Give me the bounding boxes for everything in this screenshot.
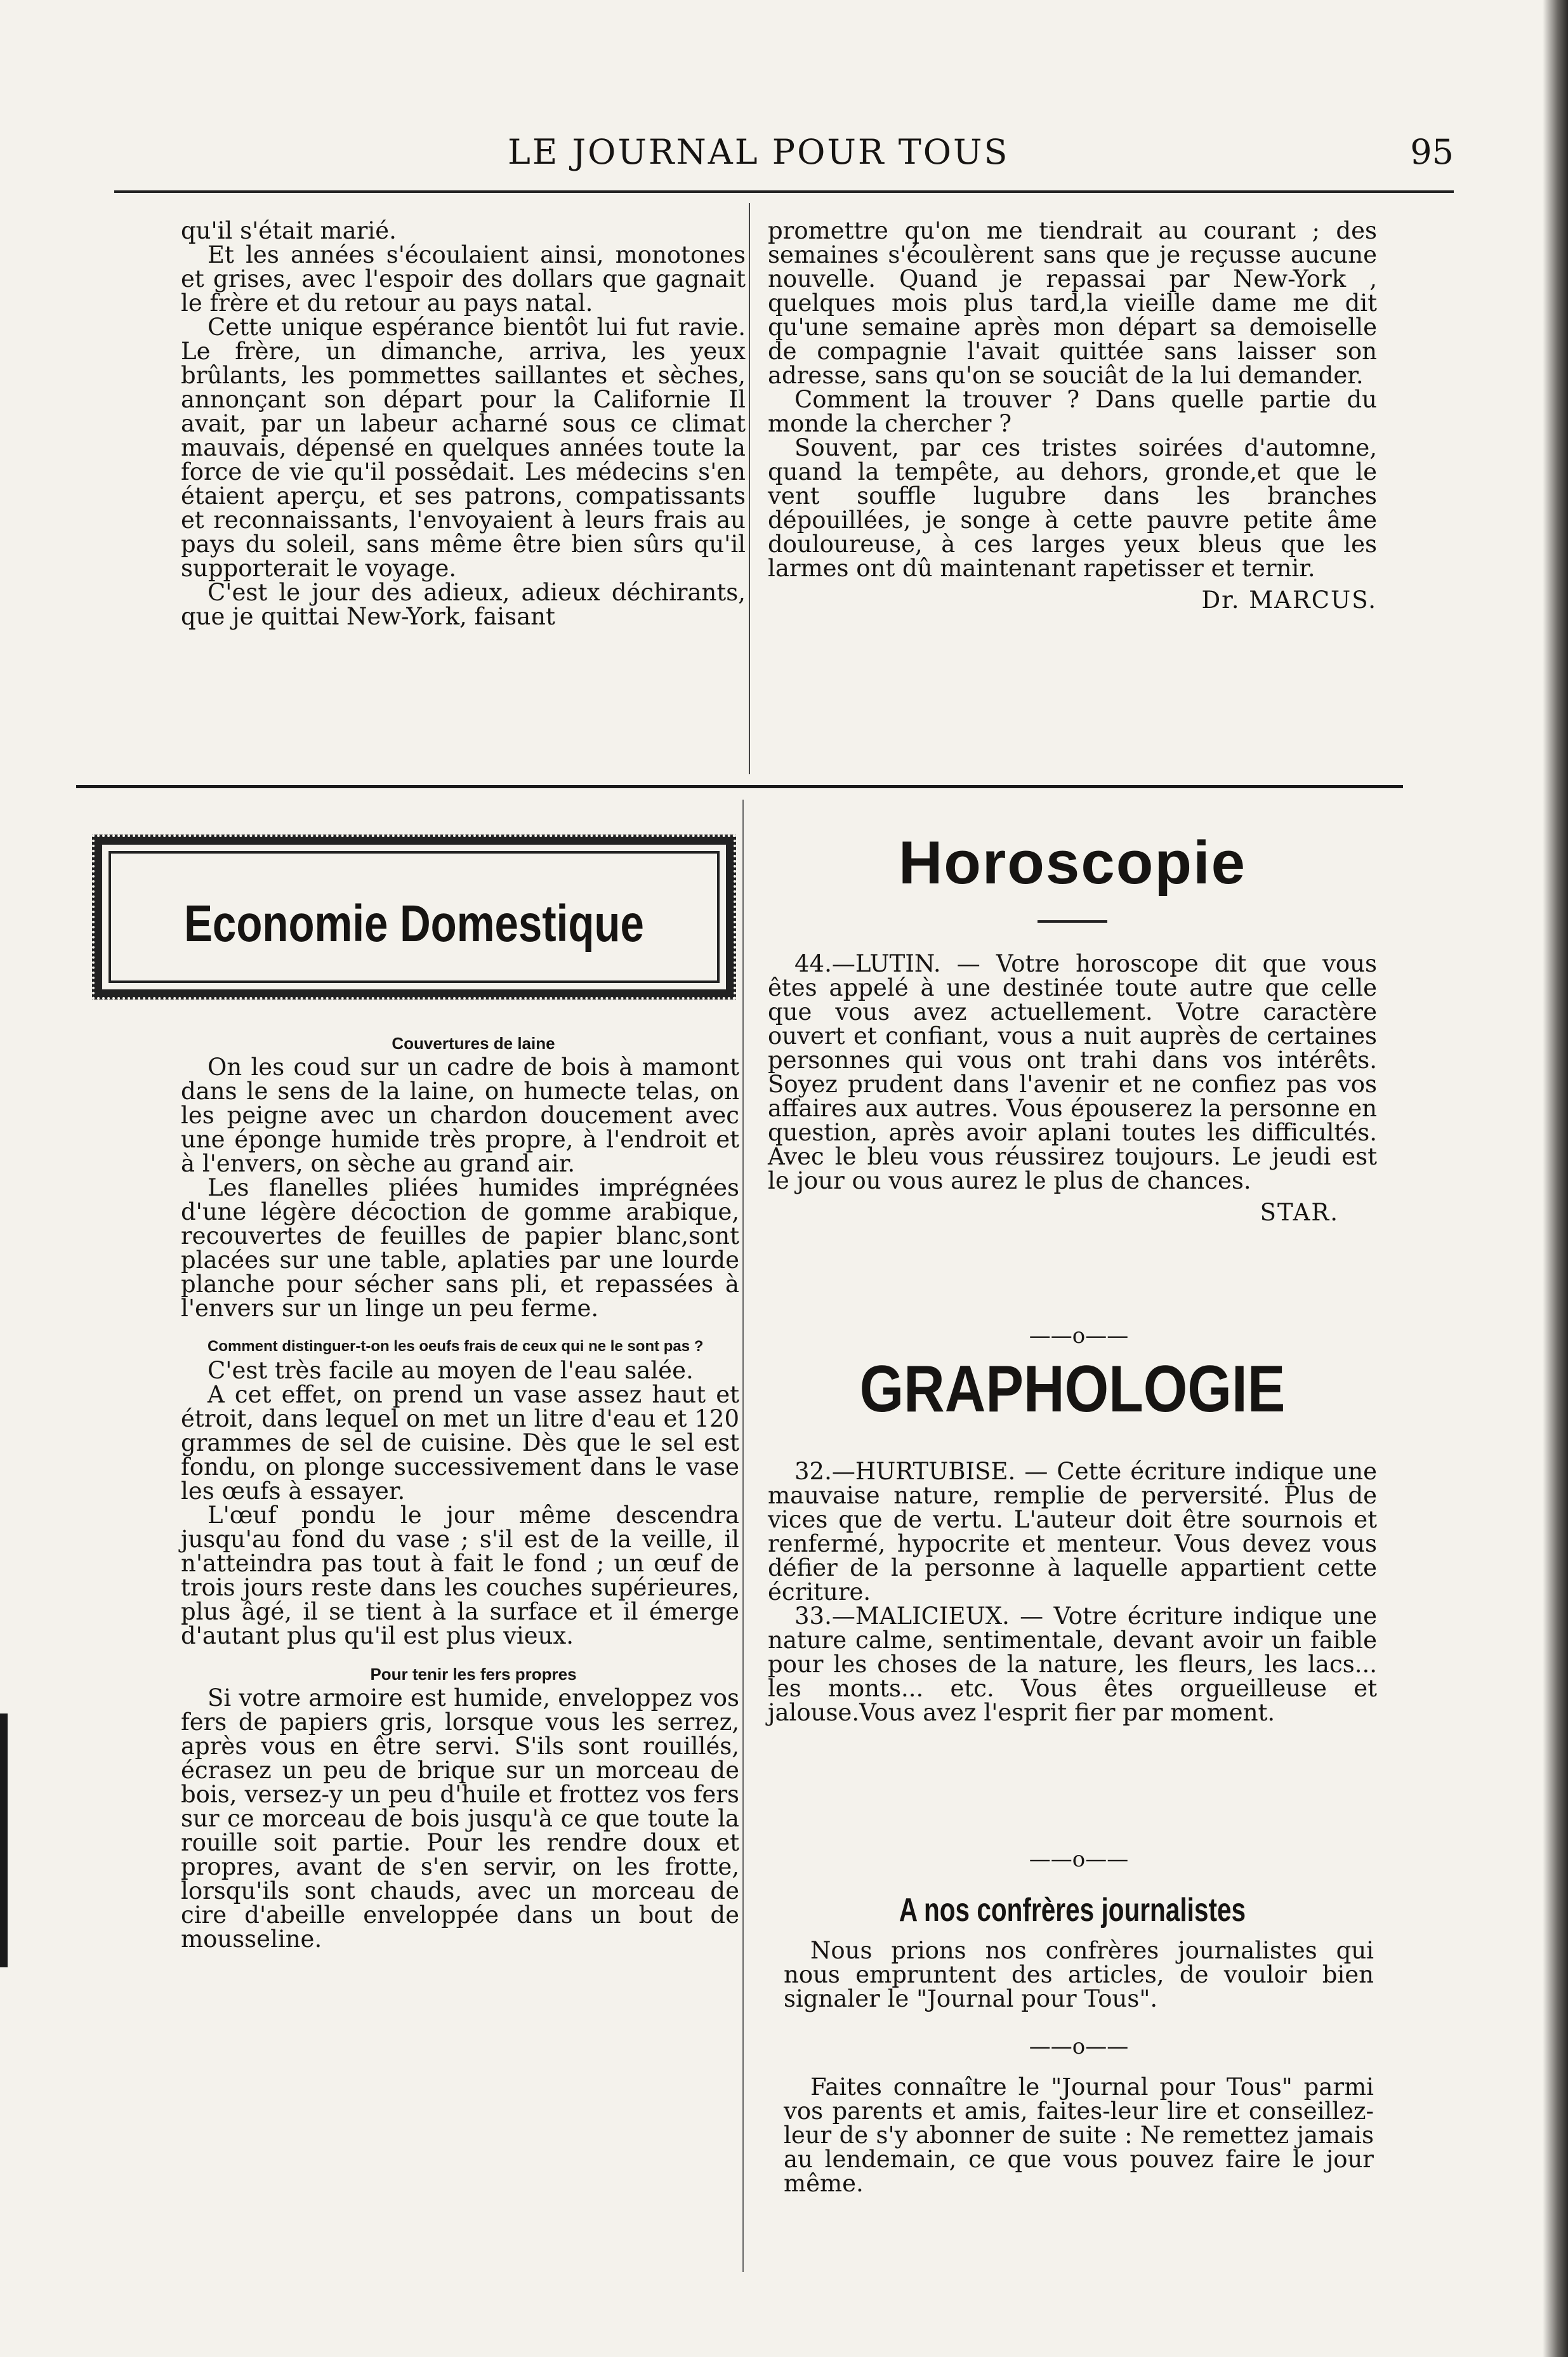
economie-paragraph: A cet effet, on prend un vase assez haut et étroit, dans lequel on met un litre d'eau et 120 grammes de sel de cuisine. Dès que le sel est fondu, on plonge successivement dans le vase les œufs à essayer. [181,1381,739,1505]
confreres-column [784,1939,1374,2011]
story-continuation-right [768,219,1377,612]
horoscopie-column [768,952,1377,1225]
story-paragraph: Souvent, par ces tristes soirées d'automne, quand la tempête, au dehors, gronde,et que le vent souffle lugubre dans les branches dépouillées, je songe à cette pauvre petite âme douloureuse, à ces larges yeux bleus que les larmes ont dû maintenant rapetisser et ternir. [768,434,1377,582]
section-rule [76,785,1403,788]
page-number: 95 [1410,132,1454,172]
horoscopie-title: Horoscopie [898,829,1247,897]
story-paragraph: qu'il s'était marié. [181,217,397,244]
economie-paragraph: Les flanelles pliées humides imprégnées d'une légère décoction de gomme arabique, recouvertes de feuilles de papier blanc,sont placées sur une table, aplaties par une lourde planche pour sécher sans pli, et repassées à l'envers sur un linge un peu ferme. [181,1174,739,1322]
economie-paragraph: L'œuf pondu le jour même descendra jusqu'au fond du vase ; s'il est de la veille, il n'atteindra pas tout à fait le fond ; un œuf de trois jours reste dans les couches supérieures, plus âgé, il se tient à la surface et il émerge d'autant plus qu'il est plus vieux. [181,1502,739,1649]
graphologie-column [768,1460,1377,1725]
separator: ——o—— [1029,1323,1129,1349]
running-title: LE JOURNAL POUR TOUS [508,132,1010,172]
horoscopie-rule [1038,920,1107,923]
horoscopie-signature: STAR. [1260,1199,1339,1226]
economie-paragraph: Si votre armoire est humide, enveloppez vos fers de papiers gris, lorsque vous les serrez, après vous en être servi. S'ils sont rouillés, écrasez un peu de brique sur un morceau de bois, versez-y un peu d'huile et frottez vos fers sur ce morceau de bois jusqu'à ce que toute la rouille soit partie. Pour les rendre doux et propres, avant de s'en servir, on les frotte, lorsqu'ils sont chauds, avec un morceau de cire d'abeille enveloppée dans un bout de mousseline. [181,1684,739,1953]
story-paragraph: Cette unique espérance bientôt lui fut ravie. Le frère, un dimanche, arriva, les yeux brûlants, les pommettes saillantes et sèches, annonçant son départ pour la Californie Il avait, par un labeur acharné sous ce climat mauvais, dépensé en quelques années toute la force de vie qu'il possédait. Les médecins s'en étaient aperçu, et ses patrons, compatissants et reconnaissants, l'envoyaient à leurs frais au pays du soleil, sans même être bien sûrs qu'il supporterait le voyage. [181,314,746,582]
separator: ——o—— [1029,1847,1129,1872]
economie-title-box [92,835,736,1000]
economie-subheading: Couvertures de laine [392,1034,555,1053]
story-continuation-left [181,219,746,629]
column-divider-top [749,203,750,774]
story-paragraph: Et les années s'écoulaient ainsi, monotones et grises, avec l'espoir des dollars que gagnait le frère et du retour au pays natal. [181,241,746,317]
page-header [114,121,1454,190]
promo-paragraph: Faites connaître le "Journal pour Tous" parmi vos parents et amis, faites-leur lire et conseillez-leur de s'y abonner de suite : Ne remettez jamais au lendemain, ce que vous pouvez faire le jour même. [784,2073,1374,2197]
scan-edge [1543,0,1568,2357]
story-signature: Dr. MARCUS. [1201,586,1377,614]
economie-paragraph: C'est très facile au moyen de l'eau salée. [208,1357,694,1384]
economie-column [181,1031,739,1951]
economie-subheading: Pour tenir les fers propres [370,1665,577,1684]
economie-title: Economie Domestique [184,895,644,953]
graphologie-paragraph: 32.—HURTUBISE. — Cette écriture indique une mauvaise nature, remplie de perversité. Plus de vices que de vertu. L'auteur doit être sournois et renfermé, hypocrite et menteur. Vous devez vous défier de la personne à laquelle appartient cette écriture. [768,1458,1377,1606]
separator: ——o—— [1029,2034,1129,2059]
confreres-paragraph: Nous prions nos confrères journalistes qui nous empruntent des articles, de vouloir bien signaler le "Journal pour Tous". [784,1937,1374,2012]
confreres-title: A nos confrères journalistes [899,1892,1246,1929]
promo-column [784,2075,1374,2196]
story-paragraph: C'est le jour des adieux, adieux déchirants, que je quittai New-York, faisant [181,579,746,630]
header-rule [114,190,1454,193]
graphologie-paragraph: 33.—MALICIEUX. — Votre écriture indique une nature calme, sentimentale, devant avoir un faible pour les choses de la nature, les fleurs, les lacs... les monts... etc. Vous êtes orgueilleuse et jalouse.Vous avez l'esprit fier par moment. [768,1602,1377,1726]
economie-subheading: Comment distinguer-t-on les oeufs frais de ceux qui ne le sont pas ? [208,1338,704,1355]
scan-edge [0,1713,8,1967]
horoscopie-paragraph: 44.—LUTIN. — Votre horoscope dit que vous êtes appelé à une destinée toute autre que celle que vous avez actuellement. Votre caractère ouvert et confiant, vous a nuit auprès de certaines personnes qui vous ont trahi dans vos intérêts. Soyez prudent dans l'avenir et ne confiez pas vos affaires aux autres. Vous épouserez la personne en question, après avoir aplani toutes les difficultés. Avec le bleu vous réussirez toujours. Le jeudi est le jour ou vous aurez le plus de chances. [768,950,1377,1194]
economie-paragraph: On les coud sur un cadre de bois à mamont dans le sens de la laine, on humecte telas, on les peigne avec un chardon doucement avec une éponge humide très propre, à l'endroit et à l'envers, on sèche au grand air. [181,1053,739,1177]
story-paragraph: Comment la trouver ? Dans quelle partie du monde la chercher ? [768,386,1377,437]
column-divider-bottom [742,800,744,2272]
story-paragraph: promettre qu'on me tiendrait au courant ; des semaines s'écoulèrent sans que je reçusse aucune nouvelle. Quand je repassai par New-York , quelques mois plus tard,la vieille dame me dit qu'une semaine après mon départ sa demoiselle de compagnie l'avait quittée sans laisser son adresse, sans qu'on se souciât de la lui demander. [768,217,1377,389]
graphologie-title: GRAPHOLOGIE [859,1352,1286,1426]
